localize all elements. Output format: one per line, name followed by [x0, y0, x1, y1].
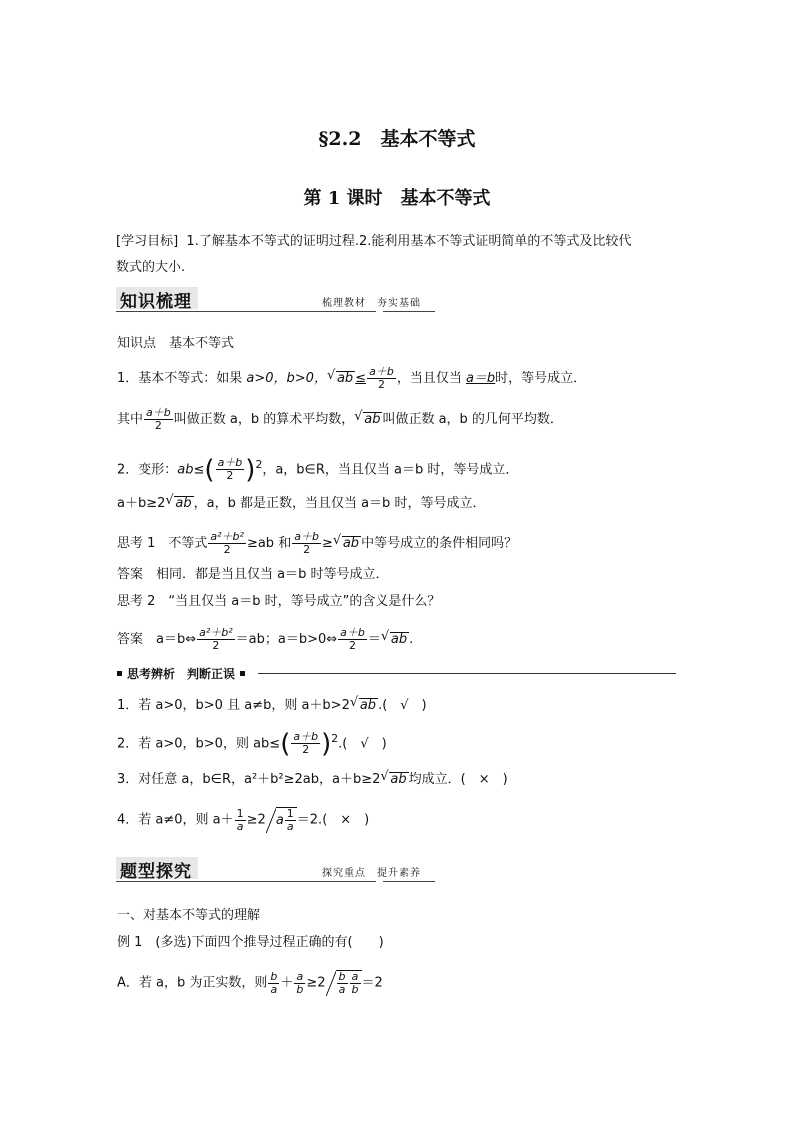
example-1: 例 1 (多选)下面四个推导过程正确的有( ) [117, 935, 384, 950]
leq-sign: ≤ [355, 371, 367, 386]
sqrt-ab-content: ab [359, 698, 377, 713]
option-a-mid: ≥2 [306, 975, 326, 991]
frac-a-plus-b-over-2 [291, 731, 320, 756]
types-heading: 一、对基本不等式的理解 [117, 908, 261, 923]
judge-item-2-mark: ( √ ) [342, 736, 387, 752]
sqrt-ab-content: ab [390, 772, 407, 787]
answer-1: 答案 相同．都是当且仅当 a＝b 时等号成立． [117, 567, 389, 582]
frac-numerator: 1 [286, 807, 294, 820]
option-a: A．若 a，b 为正实数，则 $\frac{b}{a}$ ＋ $\frac{a}{b}$ ≥2 $\frac{b}{a}$ $\frac{a}{b}$ ＝2 [117, 969, 383, 996]
judge-rule [258, 673, 676, 674]
objectives-text-2: 数式的大小. [116, 260, 186, 275]
think-1-end: 中等号成立的条件相同吗？ [361, 536, 518, 551]
judge-item-3-mark: ( × ) [460, 772, 508, 787]
knowledge-item-1b-prefix: 其中 [117, 412, 144, 427]
frac-a-over-b [294, 971, 305, 996]
think-1-mid: ≥ab 和 [246, 536, 292, 551]
frac-a-plus-b-over-2 [367, 366, 396, 391]
frac-denominator: 2 [154, 419, 162, 432]
sqrt-ab [389, 772, 408, 786]
knowledge-item-1b-end: 叫做正数 a，b 的几何平均数． [382, 412, 563, 427]
judge-item-3-mid: 均成立． [408, 772, 461, 787]
objectives-text-1: 1.了解基本不等式的证明过程.2.能利用基本不等式证明简单的不等式及比较代 [186, 234, 632, 249]
answer-2: 答案 a＝b⇔ $\frac{\text{a²＋b²}}{2}$ ＝ab；a＝b>0⇔ $\frac{a+b}{2}$ ＝√ ab . [117, 627, 413, 652]
judge-item-1-prefix: 1．若 a>0，b>0 且 a≠b，则 a＋b>2 [117, 698, 350, 713]
frac-denominator: 2 [223, 543, 231, 556]
frac-denominator: 2 [377, 378, 385, 391]
knowledge-item-2: 2．变形：ab≤( $\frac{a+b}{2}$ )$^2$，a，b∈R，当且仅当 a＝b 时，等号成立． [117, 454, 519, 485]
knowledge-item-1-suffix: ，当且仅当 [396, 371, 466, 386]
frac-arith-mean [144, 407, 173, 432]
frac-a-plus-b-over-2 [216, 457, 245, 482]
judge-item-2: 2．若 a>0，b>0，则 ab≤( $\frac{a+b}{2}$ )$^2$.( √ ) [117, 728, 387, 759]
frac-numerator: a＋b [217, 456, 243, 470]
answer-2-prefix: 答案 a＝b⇔ [117, 632, 197, 647]
frac-denominator: a [270, 982, 278, 996]
frac-denominator: 2 [212, 639, 220, 652]
objectives-label: [学习目标] [116, 234, 179, 249]
knowledge-item-2-prefix: 2．变形： [117, 462, 178, 478]
objectives [116, 233, 631, 251]
knowledge-item-3-suffix: ，a，b 都是正数，当且仅当 a＝b 时，等号成立． [193, 496, 486, 511]
knowledge-item-3 [117, 495, 485, 513]
judge-item-2-prefix: 2．若 a>0，b>0，则 ab≤ [117, 736, 281, 752]
frac-numerator: a＋b [146, 406, 171, 419]
knowledge-item-1-end: 时，等号成立． [495, 371, 587, 386]
frac-denominator: 2 [302, 743, 310, 757]
knowledge-heading: 知识点 基本不等式 [117, 336, 235, 351]
sqrt-ab [390, 632, 409, 646]
knowledge-item-1b [117, 407, 563, 432]
frac-denominator: b [351, 983, 359, 996]
sqrt-ab [363, 412, 382, 426]
frac-denominator: b [296, 982, 304, 996]
frac-numerator: a [296, 969, 304, 983]
frac-denominator: a [236, 819, 244, 833]
judge-item-4-end: ＝2. [296, 812, 323, 828]
exponent: 2 [331, 732, 339, 745]
geq-sign: ≥ [321, 536, 333, 551]
square-bullet-icon [240, 671, 245, 676]
frac-denominator: a [338, 983, 346, 996]
lesson-title: 第 1 课时 基本不等式 [303, 188, 491, 209]
banner-knowledge-title: 知识梳理 [120, 292, 192, 312]
judge-item-4-prefix: 4．若 a≠0，则 a＋ [117, 812, 234, 828]
frac-numerator: a [351, 970, 359, 983]
knowledge-item-1-cond: a>0，b>0， [246, 371, 327, 386]
frac-b-over-a [337, 971, 348, 996]
sqrt-ab [342, 536, 361, 550]
sqrt-ab-content: ab [390, 632, 408, 647]
frac-a2b2-over-2 [197, 627, 235, 652]
frac-numerator: b [270, 969, 278, 983]
judge-item-3 [117, 771, 508, 789]
knowledge-item-1b-mid: 叫做正数 a，b 的算术平均数， [173, 412, 355, 427]
section-title: §2.2 基本不等式 [318, 128, 476, 150]
knowledge-item-1-prefix: 1．基本不等式：如果 [117, 371, 247, 386]
option-a-prefix: A．若 a，b 为正实数，则 [117, 975, 268, 991]
frac-numerator: a²＋b² [199, 626, 233, 639]
sqrt-ab-content: ab [364, 412, 381, 427]
judge-heading-text: 思考辨析 判断正误 [127, 667, 236, 681]
banner-knowledge-rule [116, 311, 376, 312]
frac-numerator: 1 [236, 806, 244, 820]
sqrt-ab [174, 496, 193, 510]
frac-denominator: a [286, 820, 294, 833]
banner-knowledge-tag: 梳理教材 夯实基础 [322, 298, 421, 309]
banner-knowledge-rule-2 [383, 311, 435, 312]
exponent: 2 [255, 458, 263, 471]
sqrt-a: a [275, 813, 284, 828]
judge-item-3-prefix: 3．对任意 a，b∈R，a²＋b²≥2ab，a＋b≥2 [117, 772, 381, 787]
frac-1-over-a [285, 808, 296, 833]
frac-numerator: a＋b [293, 730, 319, 744]
frac-denominator: 2 [226, 469, 234, 483]
frac-a-plus-b-over-2 [338, 627, 367, 652]
knowledge-item-1-equal-cond: a＝b [465, 371, 496, 386]
frac-a-over-b [350, 971, 361, 996]
frac-denominator: 2 [303, 543, 311, 556]
frac-a2b2-over-2 [208, 531, 246, 556]
judge-item-4-mid: ≥2 [246, 812, 266, 828]
judge-item-1-mark: ( √ ) [382, 698, 427, 713]
leq-sign: ≤ [193, 462, 205, 478]
ab: ab [177, 462, 194, 478]
think-2: 思考 2 “当且仅当 a＝b 时，等号成立”的含义是什么？ [117, 594, 441, 609]
answer-2-mid: ＝ab；a＝b>0⇔ [235, 632, 338, 647]
think-1 [117, 531, 517, 556]
judge-item-4-mark: ( × ) [322, 812, 370, 828]
frac-numerator: a＋b [340, 626, 365, 639]
sqrt-a-times-1-over-a [276, 807, 297, 833]
sqrt-ab [359, 698, 378, 712]
frac-numerator: b [338, 970, 346, 983]
judge-item-1: 1．若 a>0，b>0 且 a≠b，则 a＋b>2√ ab .( √ ) [117, 697, 427, 715]
knowledge-item-3-prefix: a＋b≥2 [117, 496, 166, 511]
frac-numerator: a＋b [294, 530, 319, 543]
sqrt-ba-times-ab [336, 970, 362, 996]
judge-heading [117, 665, 250, 683]
knowledge-item-2-suffix: ，a，b∈R，当且仅当 a＝b 时，等号成立． [262, 462, 519, 478]
banner-types-tag: 探究重点 提升素养 [322, 868, 421, 879]
sqrt-ab-content: ab [342, 536, 360, 551]
banner-types-rule-2 [383, 881, 435, 882]
option-a-end: ＝2 [361, 975, 383, 991]
frac-a-plus-b-over-2 [292, 531, 321, 556]
banner-types-rule [116, 881, 376, 882]
answer-2-end: ＝ [367, 632, 381, 647]
sqrt-ab-content: ab [336, 371, 354, 386]
frac-denominator: 2 [349, 639, 357, 652]
frac-1-over-a [235, 808, 246, 833]
frac-numerator: a＋b [369, 365, 394, 378]
square-bullet-icon [117, 671, 122, 676]
banner-types-title: 题型探究 [120, 862, 192, 882]
judge-item-4 [117, 807, 369, 833]
frac-b-over-a [268, 971, 279, 996]
frac-numerator: a²＋b² [210, 530, 244, 543]
knowledge-item-1 [117, 366, 586, 391]
sqrt-ab [336, 371, 355, 385]
think-1-prefix: 思考 1 不等式 [117, 536, 208, 551]
sqrt-ab-content: ab [175, 496, 192, 511]
